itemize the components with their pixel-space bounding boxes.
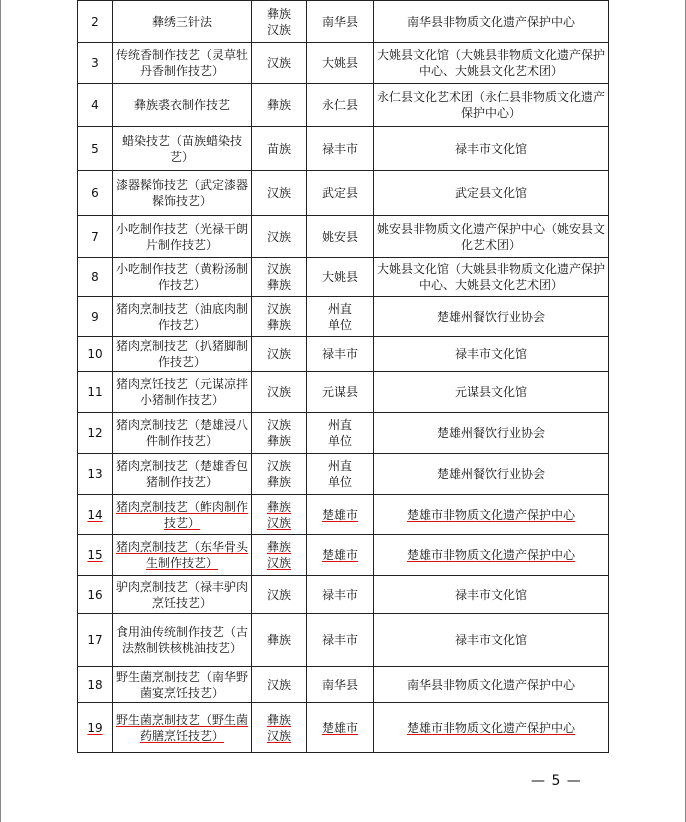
serial-number-cell	[78, 372, 113, 413]
protection-unit-cell	[374, 372, 609, 413]
protection-unit-cell	[374, 614, 609, 667]
ethnicity-cell	[252, 454, 307, 495]
serial-number-text: 7	[91, 229, 99, 244]
ethnicity-cell	[252, 43, 307, 84]
region-cell	[307, 454, 374, 495]
protection-unit-text: 大姚县文化馆（大姚县非物质文化遗产保护中心、大姚县文化艺术团）	[377, 48, 606, 78]
serial-number-text: 15	[87, 548, 103, 562]
serial-number-text: 10	[87, 347, 103, 361]
protection-unit-text: 姚安县非物质文化遗产保护中心（姚安县文化艺术团）	[377, 221, 606, 252]
heritage-project-table	[77, 0, 609, 753]
serial-number-text: 6	[91, 186, 99, 200]
serial-number-cell	[78, 297, 113, 337]
serial-number-cell	[78, 337, 113, 372]
region-cell	[307, 535, 374, 576]
protection-unit-cell	[374, 171, 609, 216]
ethnicity-text: 彝族	[266, 98, 291, 112]
region-cell	[307, 614, 374, 667]
protection-unit-text: 禄丰市文化馆	[454, 347, 527, 361]
ethnicity-cell	[252, 127, 307, 171]
serial-number-cell	[78, 576, 113, 614]
table-row	[78, 216, 609, 258]
project-name-text: 食用油传统制作技艺（古法熬制铁核桃油技艺）	[116, 625, 249, 655]
project-name-text: 小吃制作技艺（光禄干朗片制作技艺）	[116, 221, 249, 252]
project-name-cell	[113, 127, 252, 171]
protection-unit-cell	[374, 667, 609, 703]
project-name-text: 漆器髹饰技艺（武定漆器髹饰技艺）	[116, 178, 249, 208]
region-cell	[307, 171, 374, 216]
region-text: 大姚县	[321, 56, 358, 70]
project-name-cell	[113, 576, 252, 614]
project-name-cell	[113, 703, 252, 753]
project-name-cell	[113, 84, 252, 127]
serial-number-cell	[78, 454, 113, 495]
project-name-cell	[113, 454, 252, 495]
serial-number-text: 5	[91, 141, 99, 156]
region-text: 南华县	[321, 677, 358, 692]
ethnicity-cell	[252, 84, 307, 127]
project-name-cell	[113, 337, 252, 372]
ethnicity-cell	[252, 216, 307, 258]
serial-number-cell	[78, 703, 113, 753]
ethnicity-cell	[252, 372, 307, 413]
protection-unit-cell	[374, 495, 609, 535]
ethnicity-cell	[252, 297, 307, 337]
serial-number-cell	[78, 495, 113, 535]
table-row	[78, 1, 609, 43]
protection-unit-cell	[374, 576, 609, 614]
serial-number-cell	[78, 43, 113, 84]
protection-unit-cell	[374, 84, 609, 127]
ethnicity-text: 苗族	[266, 141, 291, 156]
serial-number-cell	[78, 614, 113, 667]
table-row	[78, 576, 609, 614]
ethnicity-text: 汉族	[266, 347, 291, 361]
ethnicity-cell	[252, 1, 307, 43]
table-row	[78, 614, 609, 667]
serial-number-text: 18	[87, 677, 103, 692]
project-name-text: 猪肉烹制技艺（扒猪脚制作技艺）	[116, 339, 249, 369]
project-name-text: 猪肉烹制技艺（楚雄香包猪制作技艺）	[116, 459, 249, 489]
region-cell	[307, 337, 374, 372]
ethnicity-cell	[252, 495, 307, 535]
project-name-text: 野生菌烹制技艺（南华野菌宴烹饪技艺）	[116, 669, 249, 700]
serial-number-cell	[78, 535, 113, 576]
region-cell	[307, 703, 374, 753]
serial-number-text: 2	[91, 14, 99, 29]
protection-unit-text: 元谋县文化馆	[454, 385, 527, 399]
ethnicity-text: 汉族	[266, 385, 291, 399]
serial-number-text: 17	[87, 633, 103, 647]
region-cell	[307, 258, 374, 297]
protection-unit-text: 永仁县文化艺术团（永仁县非物质文化遗产保护中心）	[377, 90, 606, 120]
table-row	[78, 43, 609, 84]
region-cell	[307, 667, 374, 703]
project-name-text: 驴肉烹制技艺（禄丰驴肉烹饪技艺）	[116, 579, 249, 610]
region-cell	[307, 372, 374, 413]
protection-unit-cell	[374, 454, 609, 495]
table-row	[78, 171, 609, 216]
protection-unit-text: 楚雄市非物质文化遗产保护中心	[406, 507, 575, 522]
protection-unit-text: 禄丰市文化馆	[454, 587, 527, 602]
project-name-cell	[113, 372, 252, 413]
ethnicity-text: 彝族	[266, 633, 291, 647]
project-name-cell	[113, 171, 252, 216]
region-cell	[307, 576, 374, 614]
page-edge-left	[0, 0, 1, 822]
project-name-text: 猪肉烹制技艺（鲊肉制作技艺）	[116, 499, 249, 530]
table-row	[78, 258, 609, 297]
ethnicity-cell	[252, 576, 307, 614]
protection-unit-text: 楚雄州餐饮行业协会	[436, 426, 545, 440]
project-name-cell	[113, 614, 252, 667]
protection-unit-text: 禄丰市文化馆	[454, 633, 527, 647]
serial-number-text: 19	[87, 720, 103, 735]
serial-number-text: 16	[87, 587, 103, 602]
project-name-cell	[113, 667, 252, 703]
region-cell	[307, 43, 374, 84]
project-name-cell	[113, 413, 252, 454]
protection-unit-text: 大姚县文化馆（大姚县非物质文化遗产保护中心、大姚县文化艺术团）	[377, 262, 606, 292]
ethnicity-text: 汉族	[266, 677, 291, 692]
project-name-text: 小吃制作技艺（黄粉汤制作技艺）	[116, 262, 249, 292]
table-row	[78, 413, 609, 454]
region-text: 州直 单位	[327, 459, 352, 489]
region-text: 大姚县	[321, 270, 358, 284]
protection-unit-text: 楚雄市非物质文化遗产保护中心	[406, 548, 575, 562]
project-name-text: 猪肉烹制技艺（东华骨头生制作技艺）	[116, 540, 249, 570]
protection-unit-text: 南华县非物质文化遗产保护中心	[406, 14, 575, 29]
region-text: 禄丰市	[321, 633, 358, 647]
region-cell	[307, 84, 374, 127]
ethnicity-cell	[252, 337, 307, 372]
protection-unit-text: 禄丰市文化馆	[454, 141, 527, 156]
serial-number-cell	[78, 127, 113, 171]
serial-number-cell	[78, 667, 113, 703]
serial-number-text: 14	[87, 507, 103, 522]
project-name-cell	[113, 1, 252, 43]
protection-unit-text: 楚雄州餐饮行业协会	[436, 309, 545, 324]
serial-number-cell	[78, 413, 113, 454]
project-name-cell	[113, 216, 252, 258]
region-cell	[307, 297, 374, 337]
region-text: 州直 单位	[327, 301, 352, 332]
ethnicity-cell	[252, 614, 307, 667]
serial-number-text: 12	[87, 426, 103, 440]
ethnicity-text: 彝族 汉族	[266, 712, 291, 743]
region-text: 禄丰市	[321, 347, 358, 361]
project-name-text: 彝族裘衣制作技艺	[133, 98, 230, 112]
ethnicity-text: 彝族 汉族	[266, 6, 291, 37]
serial-number-text: 4	[91, 98, 99, 112]
project-name-text: 蜡染技艺（苗族蜡染技艺）	[121, 133, 242, 164]
project-name-cell	[113, 535, 252, 576]
table-row	[78, 297, 609, 337]
ethnicity-text: 汉族	[266, 229, 291, 244]
ethnicity-text: 汉族 彝族	[266, 418, 291, 448]
table-row	[78, 372, 609, 413]
ethnicity-cell	[252, 535, 307, 576]
protection-unit-cell	[374, 535, 609, 576]
region-text: 禄丰市	[321, 587, 358, 602]
project-name-cell	[113, 297, 252, 337]
protection-unit-cell	[374, 1, 609, 43]
ethnicity-cell	[252, 413, 307, 454]
serial-number-cell	[78, 84, 113, 127]
project-name-cell	[113, 495, 252, 535]
region-cell	[307, 127, 374, 171]
region-cell	[307, 216, 374, 258]
project-name-cell	[113, 258, 252, 297]
ethnicity-text: 汉族	[266, 587, 291, 602]
serial-number-cell	[78, 258, 113, 297]
project-name-cell	[113, 43, 252, 84]
page-number: — 5 —	[531, 773, 582, 789]
region-text: 武定县	[321, 186, 358, 200]
region-text: 元谋县	[321, 385, 358, 399]
serial-number-text: 3	[91, 56, 99, 70]
protection-unit-cell	[374, 337, 609, 372]
protection-unit-cell	[374, 703, 609, 753]
serial-number-cell	[78, 216, 113, 258]
protection-unit-text: 南华县非物质文化遗产保护中心	[406, 677, 575, 692]
protection-unit-text: 武定县文化馆	[454, 186, 527, 200]
table-row	[78, 127, 609, 171]
protection-unit-cell	[374, 413, 609, 454]
region-text: 永仁县	[321, 98, 358, 112]
table-row	[78, 535, 609, 576]
region-text: 禄丰市	[321, 141, 358, 156]
serial-number-text: 8	[91, 270, 99, 284]
region-text: 楚雄市	[321, 720, 358, 735]
project-name-text: 彝绣三针法	[151, 14, 212, 29]
table-row	[78, 454, 609, 495]
table-row	[78, 667, 609, 703]
region-cell	[307, 413, 374, 454]
project-name-text: 猪肉烹饪技艺（元谋凉拌小猪制作技艺）	[116, 377, 249, 407]
region-text: 南华县	[321, 14, 358, 29]
ethnicity-cell	[252, 171, 307, 216]
protection-unit-cell	[374, 258, 609, 297]
ethnicity-text: 汉族 彝族	[266, 301, 291, 332]
project-name-text: 猪肉烹制技艺（油底肉制作技艺）	[116, 301, 249, 332]
region-text: 州直 单位	[327, 418, 352, 448]
protection-unit-text: 楚雄州餐饮行业协会	[436, 467, 545, 481]
region-cell	[307, 495, 374, 535]
region-text: 楚雄市	[321, 548, 358, 562]
serial-number-cell	[78, 1, 113, 43]
region-text: 楚雄市	[321, 507, 358, 522]
ethnicity-text: 汉族	[266, 186, 291, 200]
ethnicity-text: 汉族	[266, 56, 291, 70]
serial-number-text: 11	[87, 385, 103, 399]
ethnicity-cell	[252, 258, 307, 297]
serial-number-cell	[78, 171, 113, 216]
table-row	[78, 703, 609, 753]
protection-unit-cell	[374, 43, 609, 84]
ethnicity-text: 彝族 汉族	[266, 499, 291, 530]
table-row	[78, 337, 609, 372]
ethnicity-text: 彝族 汉族	[266, 540, 291, 570]
project-name-text: 野生菌烹制技艺（野生菌药膳烹饪技艺）	[116, 712, 249, 743]
ethnicity-text: 汉族 彝族	[266, 459, 291, 489]
ethnicity-text: 汉族 彝族	[266, 262, 291, 292]
protection-unit-cell	[374, 297, 609, 337]
ethnicity-cell	[252, 667, 307, 703]
table-row	[78, 84, 609, 127]
protection-unit-cell	[374, 127, 609, 171]
table-row	[78, 495, 609, 535]
protection-unit-cell	[374, 216, 609, 258]
table-body	[78, 1, 609, 753]
serial-number-text: 9	[91, 309, 99, 324]
serial-number-text: 13	[87, 467, 103, 481]
protection-unit-text: 楚雄市非物质文化遗产保护中心	[406, 720, 575, 735]
ethnicity-cell	[252, 703, 307, 753]
project-name-text: 猪肉烹制技艺（楚雄浸八件制作技艺）	[116, 418, 249, 448]
region-cell	[307, 1, 374, 43]
region-text: 姚安县	[321, 229, 358, 244]
project-name-text: 传统香制作技艺（灵草牡丹香制作技艺）	[116, 48, 249, 78]
